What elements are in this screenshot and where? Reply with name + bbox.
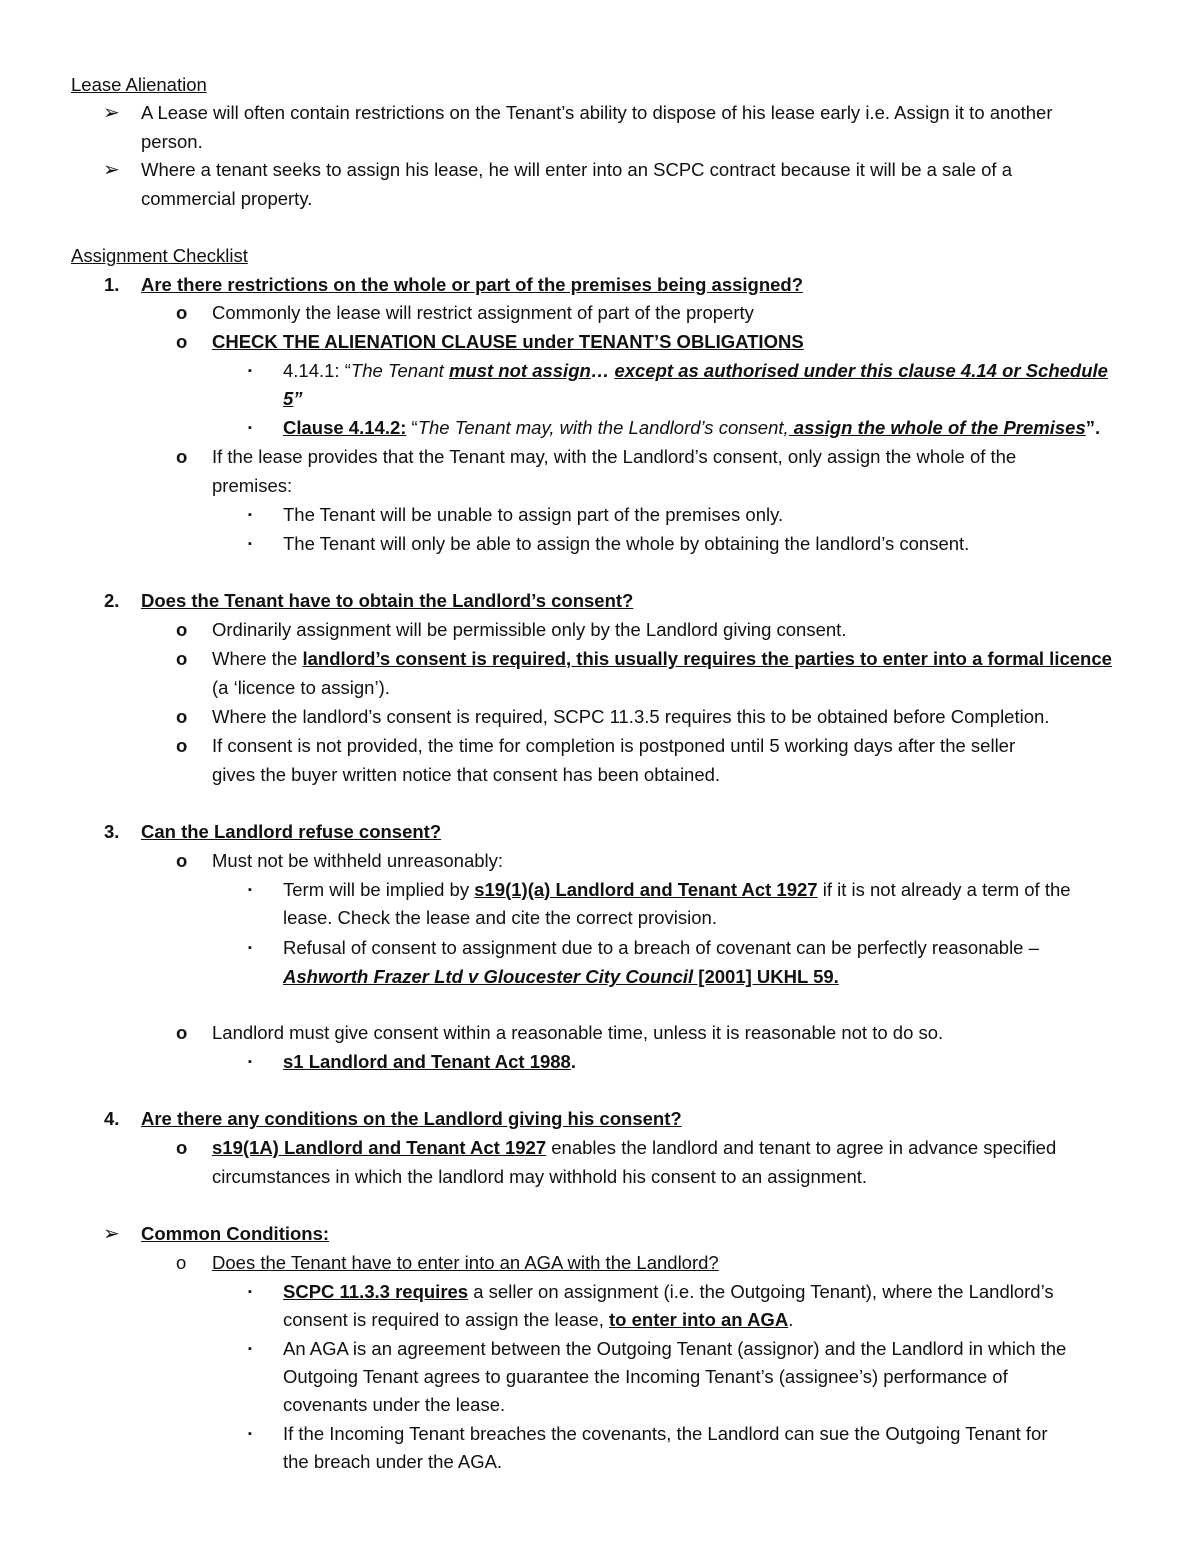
case-citation [283,965,839,989]
text: [2001] UKHL 59. [693,966,839,987]
text: must not assign [448,360,591,381]
statute-reference: s19(1A) Landlord and Tenant Act 1927 [212,1137,547,1158]
paragraph: Ordinarily assignment will be permissible only by the Landlord giving consent. [212,619,847,640]
paragraph: Outgoing Tenant agrees to guarantee the Incoming Tenant’s (assignee’s) performance of [283,1366,1008,1387]
text: ”. [1085,417,1101,438]
square-bullet-icon: ▪ [248,1343,252,1355]
paragraph [283,1308,793,1332]
text: if it is not already a term of the [817,879,1071,900]
paragraph: Must not be withheld unreasonably: [212,850,504,871]
square-bullet-icon: ▪ [248,365,252,377]
paragraph: lease. Check the lease and cite the correct provision. [283,907,717,928]
text: landlord’s consent is required, this usually requires the parties to enter into a formal licence [302,648,1112,669]
arrow-bullet-icon: ➢ [103,1223,120,1245]
text: The Tenant [350,360,449,381]
paragraph [283,1280,1054,1304]
paragraph: gives the buyer written notice that consent has been obtained. [212,764,721,785]
paragraph: circumstances in which the landlord may withhold his consent to an assignment. [212,1166,868,1187]
paragraph: (a ‘licence to assign’). [212,677,390,698]
text: . [570,1051,576,1072]
text: 5 [283,388,294,409]
circle-bullet-icon: o [176,302,188,323]
question-heading: Does the Tenant have to obtain the Landlord’s consent? [141,590,634,611]
statute-reference: s1 Landlord and Tenant Act 1988 [283,1051,571,1072]
square-bullet-icon: ▪ [248,1428,252,1440]
statute-reference: s19(1)(a) Landlord and Tenant Act 1927 [474,879,818,900]
paragraph: Where a tenant seeks to assign his lease, he will enter into an SCPC contract because it will be a sale of a [141,159,1012,180]
circle-bullet-icon: o [176,446,188,467]
paragraph [283,1050,576,1074]
circle-bullet-icon: o [176,331,188,352]
list-number: 4. [104,1108,120,1129]
clause-quote [283,359,1108,383]
paragraph: commercial property. [141,188,313,209]
text: to enter into an AGA [609,1309,789,1330]
paragraph: covenants under the lease. [283,1394,506,1415]
text: … [590,360,615,381]
paragraph: person. [141,131,203,152]
circle-bullet-icon: o [176,1252,187,1273]
clause-quote [283,416,1100,440]
rule-reference: SCPC 11.3.3 requires [283,1281,469,1302]
question-heading: Are there restrictions on the whole or part of the premises being assigned? [141,274,804,295]
paragraph: CHECK THE ALIENATION CLAUSE under TENANT’S OBLIGATIONS [212,331,804,352]
text: consent is required to assign the lease, [283,1309,609,1330]
question-heading: Are there any conditions on the Landlord giving his consent? [141,1108,682,1129]
question-heading: Can the Landlord refuse consent? [141,821,442,842]
clause-quote [283,387,303,411]
text: assign the whole of the Premises [788,417,1086,438]
paragraph: The Tenant will only be able to assign the whole by obtaining the landlord’s consent. [283,533,970,554]
heading-assignment-checklist: Assignment Checklist [71,245,248,266]
paragraph: If the lease provides that the Tenant may, with the Landlord’s consent, only assign the whole of the [212,446,1017,467]
list-number: 2. [104,590,120,611]
heading-common-conditions: Common Conditions: [141,1223,330,1244]
paragraph: Landlord must give consent within a reasonable time, unless it is reasonable not to do so. [212,1022,944,1043]
circle-bullet-icon: o [176,619,188,640]
list-number: 3. [104,821,120,842]
circle-bullet-icon: o [176,648,188,669]
text: except as authorised under this clause 4.14 or Schedule [614,360,1108,381]
paragraph: Where the landlord’s consent is required, SCPC 11.3.5 requires this to be obtained before Completion. [212,706,1050,727]
text: a seller on assignment (i.e. the Outgoing Tenant), where the Landlord’s [468,1281,1054,1302]
paragraph: The Tenant will be unable to assign part of the premises only. [283,504,784,525]
arrow-bullet-icon: ➢ [103,159,120,181]
paragraph: An AGA is an agreement between the Outgoing Tenant (assignor) and the Landlord in which the [283,1338,1067,1359]
text: The Tenant may, with the Landlord’s consent, [417,417,789,438]
case-name: Ashworth Frazer Ltd v Gloucester City Council [283,966,694,987]
text: “ [406,417,418,438]
paragraph: premises: [212,475,293,496]
paragraph: If the Incoming Tenant breaches the covenants, the Landlord can sue the Outgoing Tenant for [283,1423,1048,1444]
square-bullet-icon: ▪ [248,509,252,521]
heading-lease-alienation: Lease Alienation [71,74,207,95]
paragraph [212,1136,1056,1160]
square-bullet-icon: ▪ [248,1056,252,1068]
paragraph: the breach under the AGA. [283,1451,503,1472]
square-bullet-icon: ▪ [248,1286,252,1298]
text: Where the [212,648,303,669]
square-bullet-icon: ▪ [248,538,252,550]
circle-bullet-icon: o [176,850,188,871]
paragraph: Refusal of consent to assignment due to a breach of covenant can be perfectly reasonable – [283,937,1039,958]
paragraph: Commonly the lease will restrict assignment of part of the property [212,302,754,323]
text: Clause 4.14.2: [283,417,407,438]
paragraph [212,647,1112,671]
text: . [788,1309,794,1330]
paragraph [283,878,1071,902]
text: ” [293,388,303,409]
text: Term will be implied by [283,879,475,900]
square-bullet-icon: ▪ [248,942,252,954]
text: 4.14.1: “ [283,360,351,381]
circle-bullet-icon: o [176,1137,188,1158]
circle-bullet-icon: o [176,735,188,756]
circle-bullet-icon: o [176,1022,188,1043]
paragraph: A Lease will often contain restrictions on the Tenant’s ability to dispose of his lease early i.e. Assign it to another [141,102,1053,123]
paragraph: Does the Tenant have to enter into an AGA with the Landlord? [212,1252,719,1273]
text: enables the landlord and tenant to agree in advance specified [546,1137,1057,1158]
paragraph: If consent is not provided, the time for completion is postponed until 5 working days after the seller [212,735,1016,756]
list-number: 1. [104,274,120,295]
square-bullet-icon: ▪ [248,422,252,434]
arrow-bullet-icon: ➢ [103,102,120,124]
circle-bullet-icon: o [176,706,188,727]
square-bullet-icon: ▪ [248,884,252,896]
